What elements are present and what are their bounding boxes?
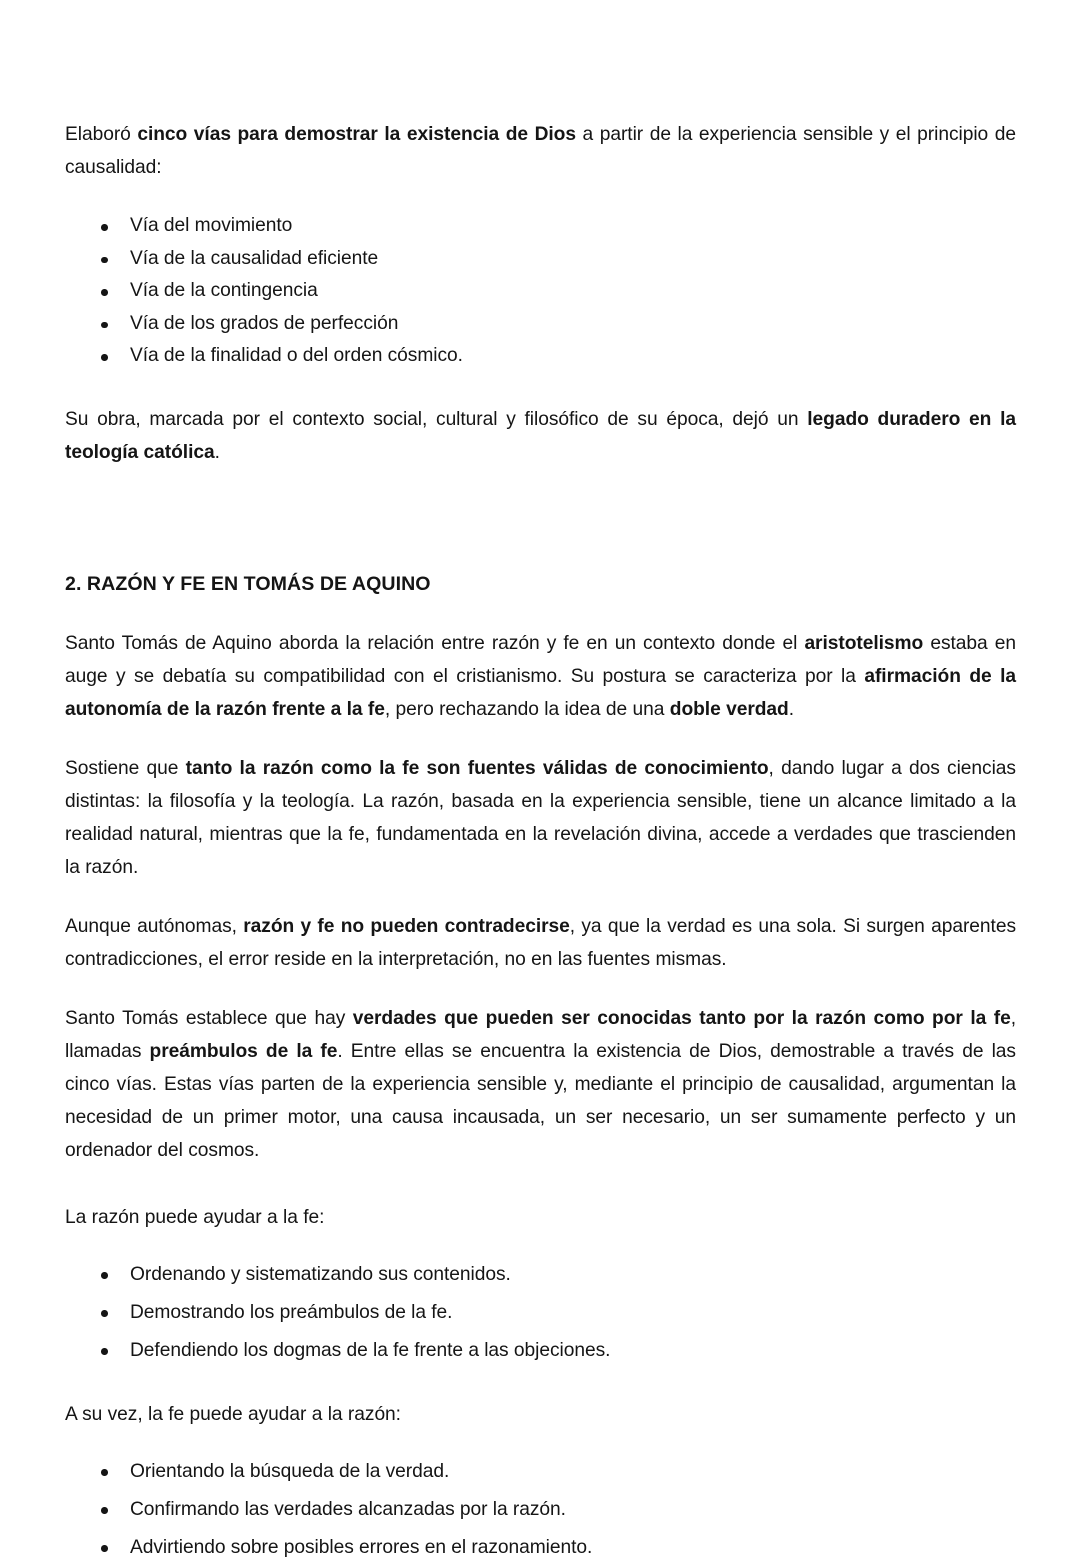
p2-bold-fuentes: tanto la razón como la fe son fuentes válidas de conocimiento bbox=[185, 757, 769, 779]
p4-part3: . Entre ellas se encuentra la existencia de Dios, demostrable a través de las cinco vías. Estas vías parten de la experiencia sensible y, mediante el principio de causalidad, argumentan la necesidad de un primer motor, una causa incausada, un ser necesario, un ser sumamente perfecto y un ordenador del cosmos. bbox=[65, 1040, 1016, 1161]
razon-ayuda-lead: La razón puede ayudar a la fe: bbox=[65, 1206, 325, 1228]
p4-bold-verdades: verdades que pueden ser conocidas tanto por la razón como por la fe bbox=[352, 1007, 1011, 1029]
list-item bbox=[65, 1529, 1016, 1567]
vias-item-label: Vía de la finalidad o del orden cósmico. bbox=[130, 345, 463, 367]
p3-part2: , ya que la verdad es una sola. Si surgen aparentes contradicciones, el error reside en la interpretación, no en las fuentes mismas. bbox=[65, 915, 1016, 970]
p1-part2: estaba en auge y se debatía su compatibilidad con el cristianismo. Su postura se caracteriza por la bbox=[65, 632, 1016, 687]
p3-part1: Aunque autónomas, bbox=[65, 915, 244, 937]
razon-ayuda-item-label: Defendiendo los dogmas de la fe frente a las objeciones. bbox=[130, 1339, 611, 1361]
vias-item-label: Vía de los grados de perfección bbox=[130, 312, 399, 334]
list-item bbox=[65, 243, 1016, 276]
obra-bold-phrase: legado duradero en la teología católica bbox=[65, 408, 1016, 463]
paragraph-fuentes-validas bbox=[65, 752, 1016, 884]
list-item bbox=[65, 1294, 1016, 1332]
fe-ayuda-item-label: Orientando la búsqueda de la verdad. bbox=[130, 1460, 450, 1482]
obra-suffix: . bbox=[214, 441, 220, 463]
p4-part2: , llamadas bbox=[65, 1007, 1016, 1062]
p1-part3: , pero rechazando la idea de una bbox=[384, 698, 670, 720]
intro-prefix: Elaboró bbox=[65, 124, 138, 145]
list-item bbox=[65, 210, 1016, 243]
list-item bbox=[65, 340, 1016, 373]
section-spacer bbox=[65, 495, 1016, 569]
p1-bold-doble-verdad: doble verdad bbox=[669, 698, 789, 720]
list-item bbox=[65, 275, 1016, 308]
paragraph-aristotelismo bbox=[65, 627, 1016, 726]
list-item bbox=[65, 1453, 1016, 1491]
razon-ayuda-item-label: Demostrando los preámbulos de la fe. bbox=[130, 1301, 453, 1323]
vias-item-label: Vía del movimiento bbox=[130, 215, 293, 236]
list-item bbox=[65, 1332, 1016, 1370]
p2-part1: Sostiene que bbox=[65, 757, 186, 779]
fe-ayuda-item-label: Confirmando las verdades alcanzadas por la razón. bbox=[130, 1498, 566, 1520]
p1-part1: Santo Tomás de Aquino aborda la relación entre razón y fe en un contexto donde el bbox=[65, 632, 805, 654]
fe-ayuda-lead: A su vez, la fe puede ayudar a la razón: bbox=[65, 1403, 401, 1425]
p1-bold-autonomia: afirmación de la autonomía de la razón frente a la fe bbox=[65, 665, 1016, 720]
obra-prefix: Su obra, marcada por el contexto social, cultural y filosófico de su época, dejó un bbox=[65, 408, 808, 430]
p4-bold-preambulos: preámbulos de la fe bbox=[149, 1040, 338, 1062]
intro-bold-phrase: cinco vías para demostrar la existencia de Dios bbox=[137, 124, 576, 145]
vias-item-label: Vía de la causalidad eficiente bbox=[130, 247, 379, 269]
obra-paragraph bbox=[65, 403, 1016, 469]
vias-item-label: Vía de la contingencia bbox=[130, 280, 318, 302]
paragraph-no-contradiccion bbox=[65, 910, 1016, 976]
razon-ayuda-list bbox=[65, 1256, 1016, 1370]
list-item bbox=[65, 308, 1016, 341]
p3-bold-contradecirse: razón y fe no pueden contradecirse bbox=[243, 915, 570, 937]
list-item bbox=[65, 1256, 1016, 1294]
intro-suffix: a partir de la experiencia sensible y el principio de causalidad: bbox=[65, 124, 1016, 178]
razon-ayuda-item-label: Ordenando y sistematizando sus contenidos. bbox=[130, 1263, 511, 1285]
section-heading: 2. RAZÓN Y FE EN TOMÁS DE AQUINO bbox=[65, 572, 431, 595]
p1-part4: . bbox=[788, 698, 794, 720]
vias-list bbox=[65, 210, 1016, 373]
fe-ayuda-list bbox=[65, 1453, 1016, 1567]
paragraph-preambulos bbox=[65, 1002, 1016, 1167]
p1-bold-aristotelismo: aristotelismo bbox=[804, 632, 924, 654]
intro-paragraph bbox=[65, 118, 1016, 184]
p2-part2: , dando lugar a dos ciencias distintas: la filosofía y la teología. La razón, basada en la experiencia sensible, tiene un alcance limitado a la realidad natural, mientras que la fe, fundamentada en la revelación divina, accede a verdades que trascienden la razón. bbox=[65, 757, 1016, 878]
p4-part1: Santo Tomás establece que hay bbox=[65, 1007, 353, 1029]
list-item bbox=[65, 1491, 1016, 1529]
fe-ayuda-item-label: Advirtiendo sobre posibles errores en el razonamiento. bbox=[130, 1536, 593, 1558]
